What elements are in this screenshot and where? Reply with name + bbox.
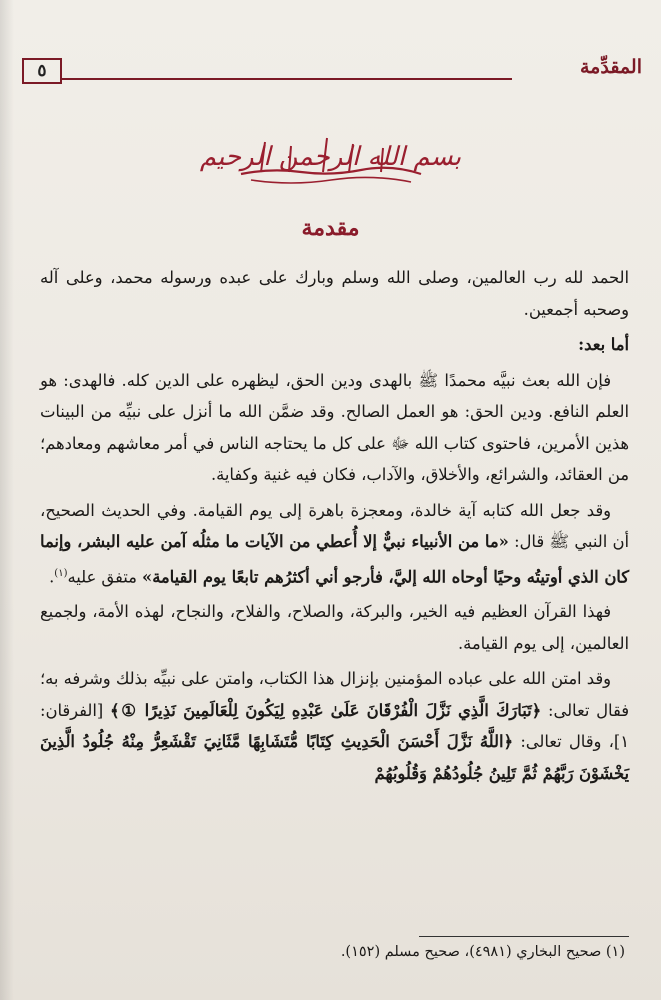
verse-zumar: ﴿اللَّهُ نَزَّلَ أَحْسَنَ الْحَدِيثِ كِتَابًا مُّتَشَابِهًا مَّثَانِيَ تَقْشَعِرُّ مِنْهُ جُلُودُ الَّذِينَ يَخْشَوْنَ رَبَّهُمْ ثُمَّ تَلِينُ جُلُودُهُمْ وَقُلُوبُهُمْ (40, 732, 629, 783)
footnote: (١) صحيح البخاري (٤٩٨١)، صحيح مسلم (١٥٢). (340, 944, 625, 960)
paragraph-hadith: وقد جعل الله كتابه آية خالدة، ومعجزة باهرة إلى يوم القيامة. وفي الحديث الصحيح، أن النبي ﷺ قال: «ما من الأنبياء نبيٌّ إلا أُعطي من الآيات ما مثلُه آمن عليه البشر، وإنما كان الذي أوتيتُه وحيًا أوحاه الله إليَّ، فأرجو أني أكثرُهم تابعًا يوم القيامة» متفق عليه$^{(١)}$. (40, 500, 629, 586)
basmala-calligraphy (0, 128, 661, 188)
verse-furqan: ﴿تَبَارَكَ الَّذِي نَزَّلَ الْفُرْقَانَ عَلَىٰ عَبْدِهِ لِيَكُونَ لِلْعَالَمِينَ نَذِيرًا ①﴾ (110, 700, 542, 720)
page-header (22, 52, 642, 88)
paragraph-verses (40, 663, 629, 789)
hadith-source: متفق عليه (67, 566, 137, 586)
paragraph-praise: الحمد لله رب العالمين، وصلى الله وسلم وبارك على عبده ورسوله محمد، وعلى آله وصحبه أجمعين. (40, 268, 629, 319)
section-heading: مقدمة (301, 215, 360, 241)
chapter-title: المقدِّمة (579, 56, 642, 78)
paragraph-guidance: فإن الله بعث نبيَّه محمدًا ﷺ بالهدى ودين الحق، ليظهره على الدين كله. فالهدى: هو العلم النافع. ودين الحق: هو العمل الصالح. وقد ضمَّن الله ما أنزل على نبيِّه من البينات هذين الأمرين، فاحتوى كتاب الله ﷻ على كل ما يحتاجه الناس في أمر معاشهم ومعادهم؛ من العقائد، والشرائع، والأخلاق، والآداب، فكان فيه غنية وكفاية. (40, 370, 629, 484)
paragraph-amma-bad: أما بعد: (578, 335, 629, 354)
basmala-text: بسم الله الرحمن الرحيم (199, 142, 462, 172)
page-body (40, 262, 629, 793)
verses-intro: وقد امتن الله على عباده المؤمنين بإنزال هذا الكتاب، وامتن على نبيِّه بذلك وشرفه به؛ فقال تعالى: (40, 669, 629, 720)
paragraph-quran-blessing: فهذا القرآن العظيم فيه الخير، والبركة، والصلاح، والفلاح، والنجاح، لهذه الأمة، ولجميع العالمين، إلى يوم القيامة. (40, 602, 629, 653)
header-rule (62, 78, 512, 80)
hadith-quote: «ما من الأنبياء نبيٌّ إلا أُعطي من الآيات ما مثلُه آمن عليه البشر، وإنما كان الذي أوتيتُه وحيًا أوحاه الله إليَّ، فأرجو أني أكثرُهم تابعًا يوم القيامة» (40, 532, 629, 586)
footnote-marker: (١) (54, 567, 68, 579)
hadith-intro: وقد جعل الله كتابه آية خالدة، ومعجزة باهرة إلى يوم القيامة. وفي الحديث الصحيح، أن النبي ﷺ قال: (40, 500, 629, 551)
verses-mid: ، وقال تعالى: (520, 732, 614, 752)
verse-furqan-ref: [الفرقان: ١] (40, 700, 629, 752)
footnote-divider (419, 936, 629, 937)
page-number: ٥ (22, 58, 62, 84)
